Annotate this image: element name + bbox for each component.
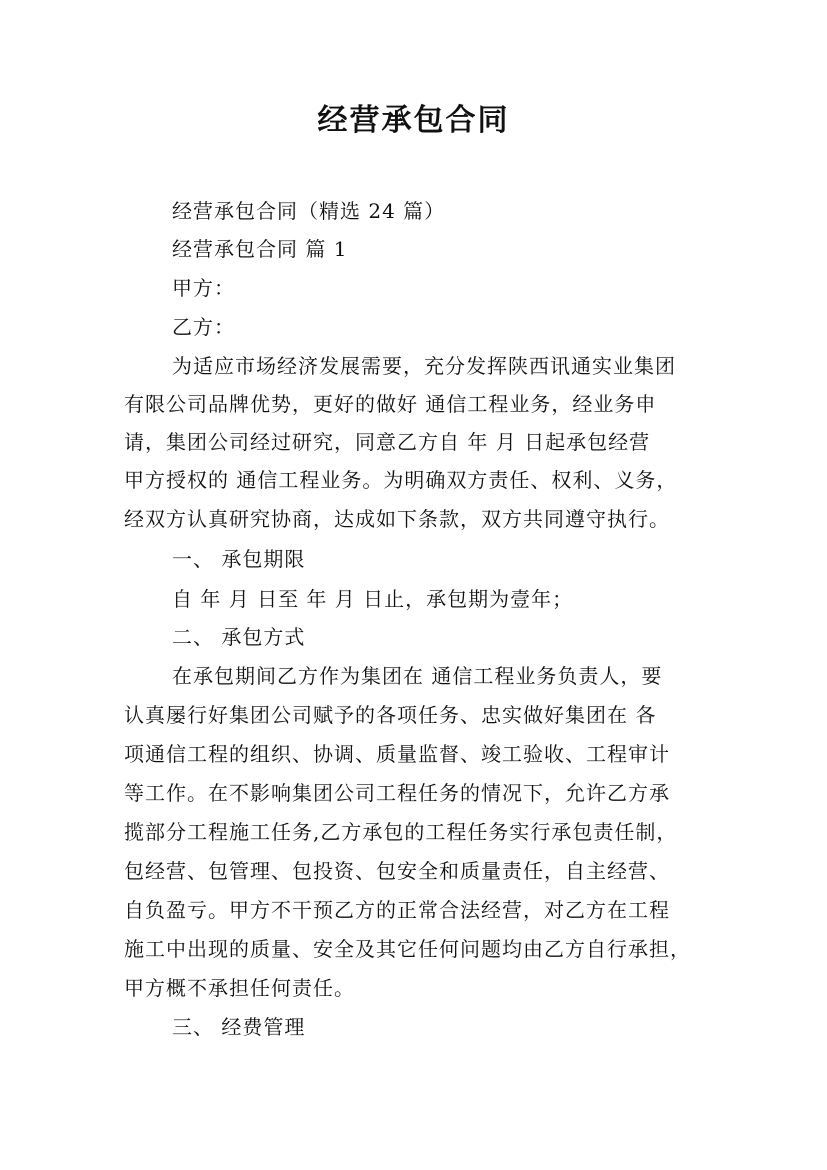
paragraph-line: 为适应市场经济发展需要，充分发挥陕西讯通实业集团 — [172, 354, 676, 378]
paragraph-line: 经双方认真研究协商，达成如下条款，双方共同遵守执行。 — [124, 507, 670, 531]
document-title: 经营承包合同 — [317, 103, 510, 138]
subtitle-line: 经营承包合同（精选 24 篇） — [172, 199, 446, 223]
paragraph-line: 甲方授权的 通信工程业务。为明确双方责任、权利、义务， — [124, 468, 678, 492]
paragraph-line: 等工作。在不影响集团公司工程任务的情况下，允许乙方承 — [124, 781, 670, 805]
clause-heading-3: 三、 经费管理 — [172, 1015, 306, 1039]
section-heading-line: 经营承包合同 篇 1 — [172, 237, 348, 261]
clause-heading-1: 一、 承包期限 — [172, 547, 306, 571]
paragraph-line: 认真屡行好集团公司赋予的各项任务、忠实做好集团在 各 — [124, 703, 657, 727]
paragraph-line: 项通信工程的组织、协调、质量监督、竣工验收、工程审计 — [124, 742, 670, 766]
paragraph-line: 施工中出现的质量、安全及其它任何问题均由乙方自行承担， — [124, 937, 691, 961]
paragraph-line: 在承包期间乙方作为集团在 通信工程业务负责人，要 — [172, 664, 663, 688]
paragraph-line: 请，集团公司经过研究，同意乙方自 年 月 日起承包经营 — [124, 430, 651, 454]
paragraph-line: 自负盈亏。甲方不干预乙方的正常合法经营，对乙方在工程 — [124, 898, 670, 922]
paragraph-line: 甲方概不承担任何责任。 — [124, 976, 355, 1000]
paragraph-line: 揽部分工程施工任务,乙方承包的工程任务实行承包责任制， — [124, 820, 678, 844]
party-a-line: 甲方： — [172, 276, 235, 300]
clause-text-line: 自 年 月 日至 年 月 日止，承包期为壹年； — [172, 587, 574, 611]
paragraph-line: 有限公司品牌优势，更好的做好 通信工程业务，经业务申 — [124, 392, 657, 416]
clause-heading-2: 二、 承包方式 — [172, 625, 306, 649]
party-b-line: 乙方： — [172, 315, 235, 339]
paragraph-line: 包经营、包管理、包投资、包安全和质量责任，自主经营、 — [124, 859, 670, 883]
